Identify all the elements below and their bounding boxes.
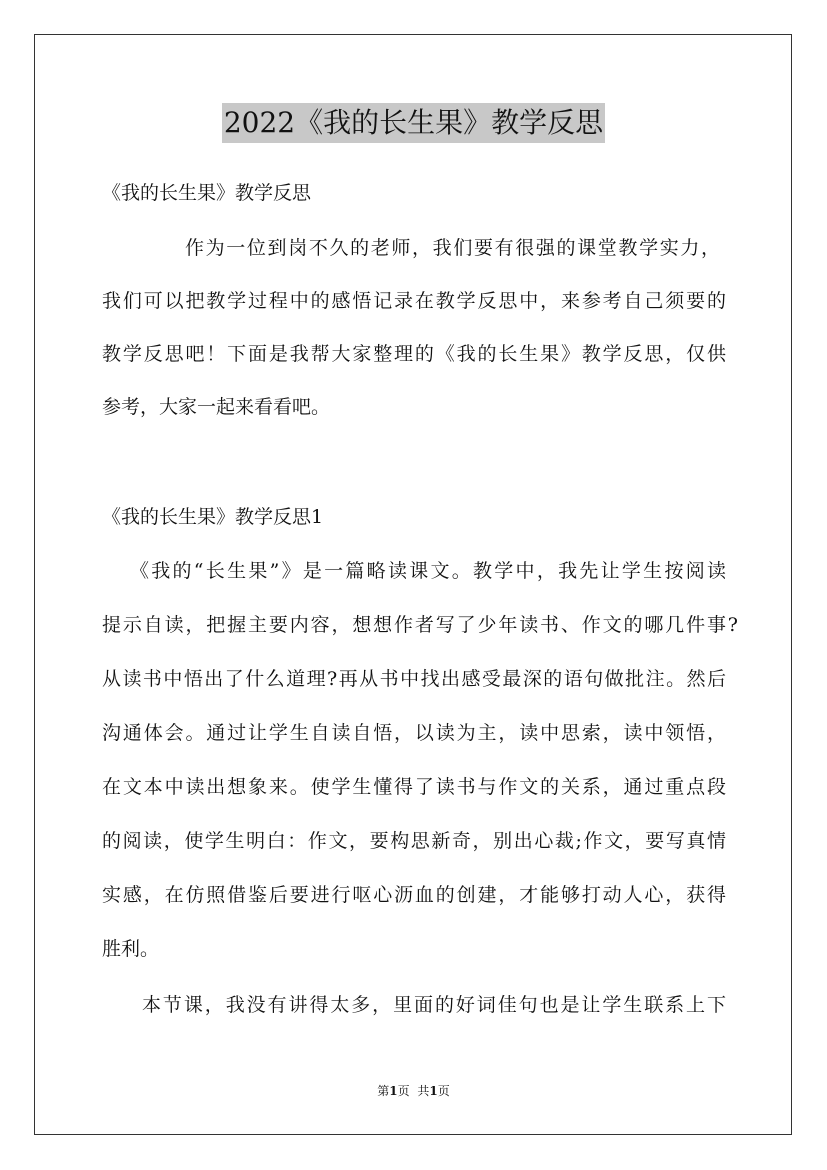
footer-page-prefix: 第 — [377, 1084, 390, 1098]
intro-line: 教学反思吧！下面是我帮大家整理的《我的长生果》教学反思，仅供 — [102, 343, 726, 365]
intro-line: 作为一位到岗不久的老师，我们要有很强的课堂教学实力， — [185, 237, 720, 259]
footer-page-suffix: 页 — [397, 1084, 410, 1098]
footer-total-number: 1 — [429, 1084, 438, 1098]
footer-page-number: 1 — [389, 1084, 398, 1098]
paragraph-line: 实感，在仿照借鉴后要进行呕心沥血的创建，才能够打动人心，获得 — [102, 884, 726, 906]
paragraph-line: 从读书中悟出了什么道理?再从书中找出感受最深的语句做批注。然后 — [102, 668, 726, 690]
footer-total-suffix: 页 — [437, 1084, 450, 1098]
paragraph-line: 提示自读，把握主要内容，想想作者写了少年读书、作文的哪几件事? — [102, 614, 738, 636]
intro-line: 参考，大家一起来看看吧。 — [102, 396, 331, 418]
paragraph-line: 沟通体会。通过让学生自读自悟，以读为主，读中思索，读中领悟， — [102, 722, 726, 744]
page-footer — [0, 1083, 827, 1099]
paragraph-line: 在文本中读出想象来。使学生懂得了读书与作文的关系，通过重点段 — [102, 776, 726, 798]
paragraph-line: 《我的“长生果”》是一篇略读课文。教学中，我先让学生按阅读 — [130, 560, 726, 582]
paragraph-line: 胜利。 — [102, 938, 160, 960]
paragraph-line: 的阅读，使学生明白：作文，要构思新奇，别出心裁;作文，要写真情 — [102, 830, 726, 852]
document-title: 2022《我的长生果》教学反思 — [222, 103, 605, 143]
section-heading: 《我的长生果》教学反思 — [102, 182, 312, 204]
section-heading: 《我的长生果》教学反思1 — [102, 506, 324, 528]
footer-total-prefix: 共 — [417, 1084, 430, 1098]
title-container — [0, 103, 827, 143]
paragraph-line: 本节课，我没有讲得太多，里面的好词佳句也是让学生联系上下 — [142, 994, 726, 1016]
intro-line: 我们可以把教学过程中的感悟记录在教学反思中，来参考自己须要的 — [102, 290, 726, 312]
